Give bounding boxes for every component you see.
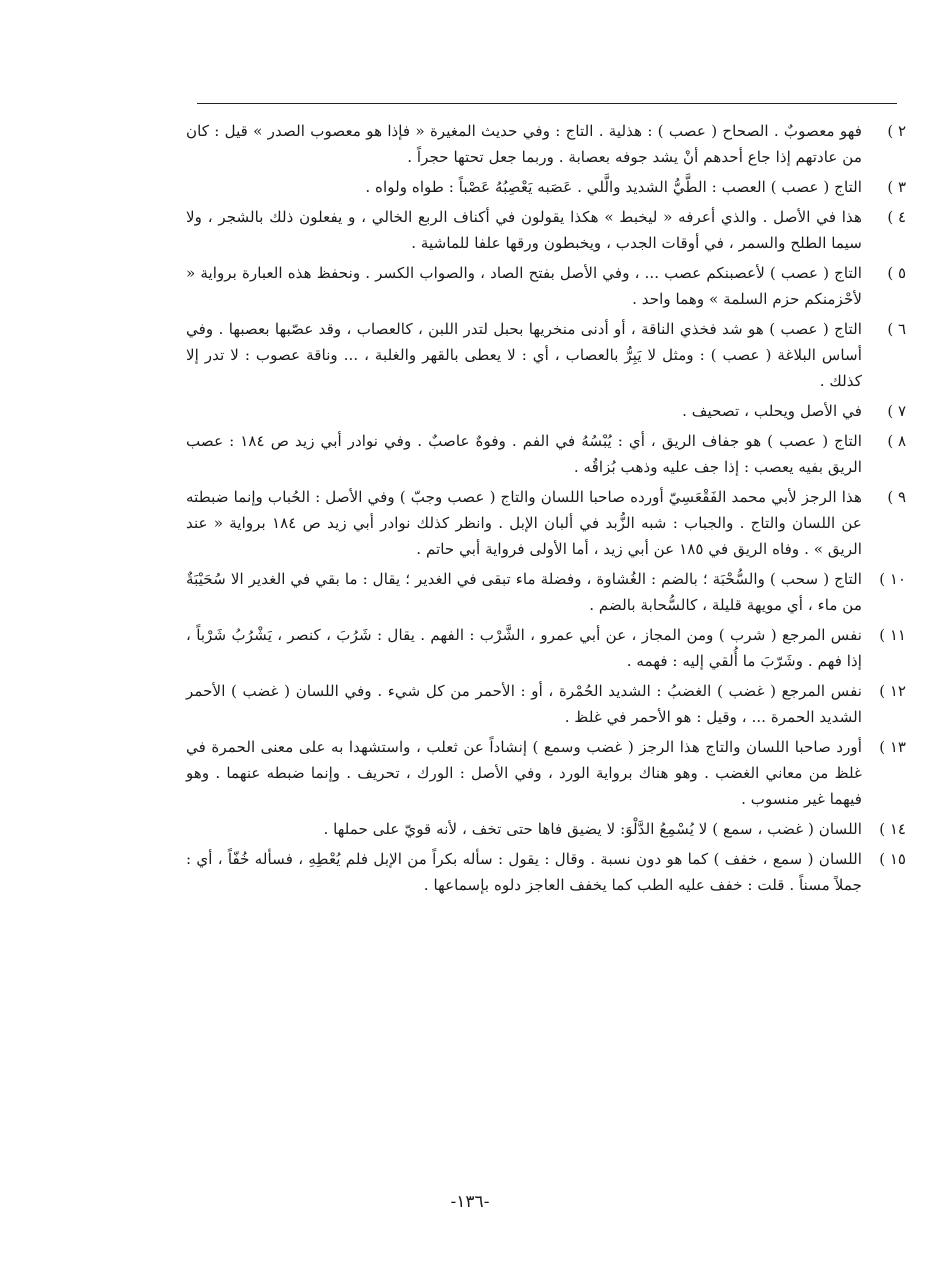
footnote-text: هذا في الأصل . والذي أعرفه « ليخبط » هكذا يقولون في أكناف الربع الخالي ، و يفعلون ذلك بالشجر ، ولا سيما الطلح والسمر ، في أوقات الجدب ، ويخبطون ورقها علفا للماشية .: [186, 208, 862, 252]
footnote-number: ١٣ ): [879, 738, 906, 756]
footnote-number: ١١ ): [879, 626, 906, 644]
footnote-number: ٨ ): [887, 432, 906, 450]
footnote: [186, 174, 906, 200]
footnote: [186, 734, 906, 812]
footnote-number: ٦ ): [887, 320, 906, 338]
footnote-text: نفس المرجع ( شرب ) ومن المجاز ، عن أبي عمرو ، الشَّرْب : الفهم . يقال : شَرُبَ ، كنصر ، يَشْرُبُ شَرْباً ، إذا فهم . وشَرّبَ ما أُلقي إليه : فهمه .: [186, 626, 862, 670]
footnote-text: التاج ( عصب ) هو جفاف الريق ، أي : يُبْسُهُ في الفم . وفوهٌ عاصبٌ . وفي نوادر أبي زيد ص ١٨٤ : عصب الريق بفيه يعصب : إذا جف عليه وذهب بُزاقُه .: [186, 432, 862, 476]
footnote-number: ١٤ ): [879, 820, 906, 838]
footnote-number: ٩ ): [887, 488, 906, 506]
footnote-number: ٢ ): [887, 122, 906, 140]
footnote-text: التاج ( عصب ) العصب : الطَّيُّ الشديد والَّلي . عَصَبه يَعْصِبُهُ عَصْباً : طواه ولواه .: [365, 178, 862, 196]
footnote-text: في الأصل ويحلب ، تصحيف .: [682, 402, 862, 420]
footnote-text: اللسان ( غضب ، سمع ) لا يُسْمِعُ الدَّلْوَ: لا يضيق فاها حتى تخف ، لأنه قويّ على حملها .: [323, 820, 862, 838]
footnote-number: ١٠ ): [879, 570, 906, 588]
footnote-number: ٥ ): [887, 264, 906, 282]
footnote-text: فهو معصوبٌ . الصحاح ( عصب ) : هذلية . التاج : وفي حديث المغيرة « فإذا هو معصوب الصدر » قيل : كان من عادتهم إذا جاع أحدهم أنْ يشد جوفه بعصابة . وربما جعل تحتها حجراً .: [186, 122, 862, 166]
footnote: [186, 678, 906, 730]
footnote-number: ١٢ ): [879, 682, 906, 700]
footnote: [186, 816, 906, 842]
footnote: [186, 118, 906, 170]
footnote-text: التاج ( عصب ) هو شد فخذي الناقة ، أو أدنى منخريها بحبل لتدر اللبن ، كالعصاب ، وقد عصّبها بعصبها . وفي أساس البلاغة ( عصب ) : ومثل لا يَبِرُّ بالعصاب ، أي : لا يعطى بالقهر والغلبة ، ... وناقة عصوب : لا تدر إلا كذلك .: [186, 320, 862, 390]
footnote: [186, 846, 906, 898]
footnote: [186, 316, 906, 394]
footnote-text: التاج ( سحب ) والسُّحْبَة ؛ بالضم : الغُشاوة ، وفضلة ماء تبقى في الغدير ؛ يقال : ما بقي في الغدير الا سُحَيْبَةٌ من ماء ، أي مويهة قليلة ، كالسُّحابة بالضم .: [186, 570, 862, 614]
footnote-text: أورد صاحبا اللسان والتاج هذا الرجز ( غضب وسمع ) إنشاداً عن ثعلب ، واستشهدا به على معنى الحمرة في غلظ من معاني الغضب . وهو هناك برواية الورد ، وفي الأصل : الورك ، تحريف . وإنما ضبطه عنهما . وهو فيهما غير منسوب .: [186, 738, 862, 808]
footnote-text: نفس المرجع ( غضب ) الغضبُ : الشديد الحُمْرة ، أو : الأحمر من كل شيء . وفي اللسان ( غضب ) الأحمر الشديد الحمرة ... ، وقيل : هو الأحمر في غلظ .: [186, 682, 862, 726]
footnote: [186, 428, 906, 480]
footnote: [186, 260, 906, 312]
footnote-text: اللسان ( سمع ، خفف ) كما هو دون نسبة . وقال : يقول : سأله بكراً من الإبل فلم يُعْطِهِ ، فسأله خُفّاً ، أي : جملاً مسناً . قلت : خفف عليه الطب كما يخفف العاجز دلوه بإسماعها .: [186, 850, 862, 894]
footnote-text: التاج ( عصب ) لأعصبنكم عصب ... ، وفي الأصل بفتح الصاد ، والصواب الكسر . ونحفظ هذه العبارة برواية « لأحْزمنكم حزم السلمة » وهما واحد .: [186, 264, 862, 308]
footnote: [186, 566, 906, 618]
footnote: [186, 204, 906, 256]
footnotes-list: [186, 118, 906, 902]
footnote: [186, 622, 906, 674]
footnote-number: ١٥ ): [879, 850, 906, 868]
page-number: -١٣٦-: [450, 1192, 490, 1212]
top-rule: [197, 103, 897, 104]
footnote: [186, 398, 906, 424]
footnote-number: ٣ ): [887, 178, 906, 196]
footnote-number: ٧ ): [887, 402, 906, 420]
footnote: [186, 484, 906, 562]
footnote-number: ٤ ): [887, 208, 906, 226]
footnote-text: هذا الرجز لأبي محمد الفَقْعَسِيّ أورده صاحبا اللسان والتاج ( عصب وجبّ ) وفي الأصل : الحُباب وإنما ضبطته عن اللسان والتاج . والجباب : شبه الزُّبد في ألبان الإبل . وانظر كذلك نوادر أبي زيد ص ١٨٤ برواية « عند الريق » . وفاه الريق في ١٨٥ عن أبي زيد ، أما الأولى فرواية أبي حاتم .: [186, 488, 862, 558]
